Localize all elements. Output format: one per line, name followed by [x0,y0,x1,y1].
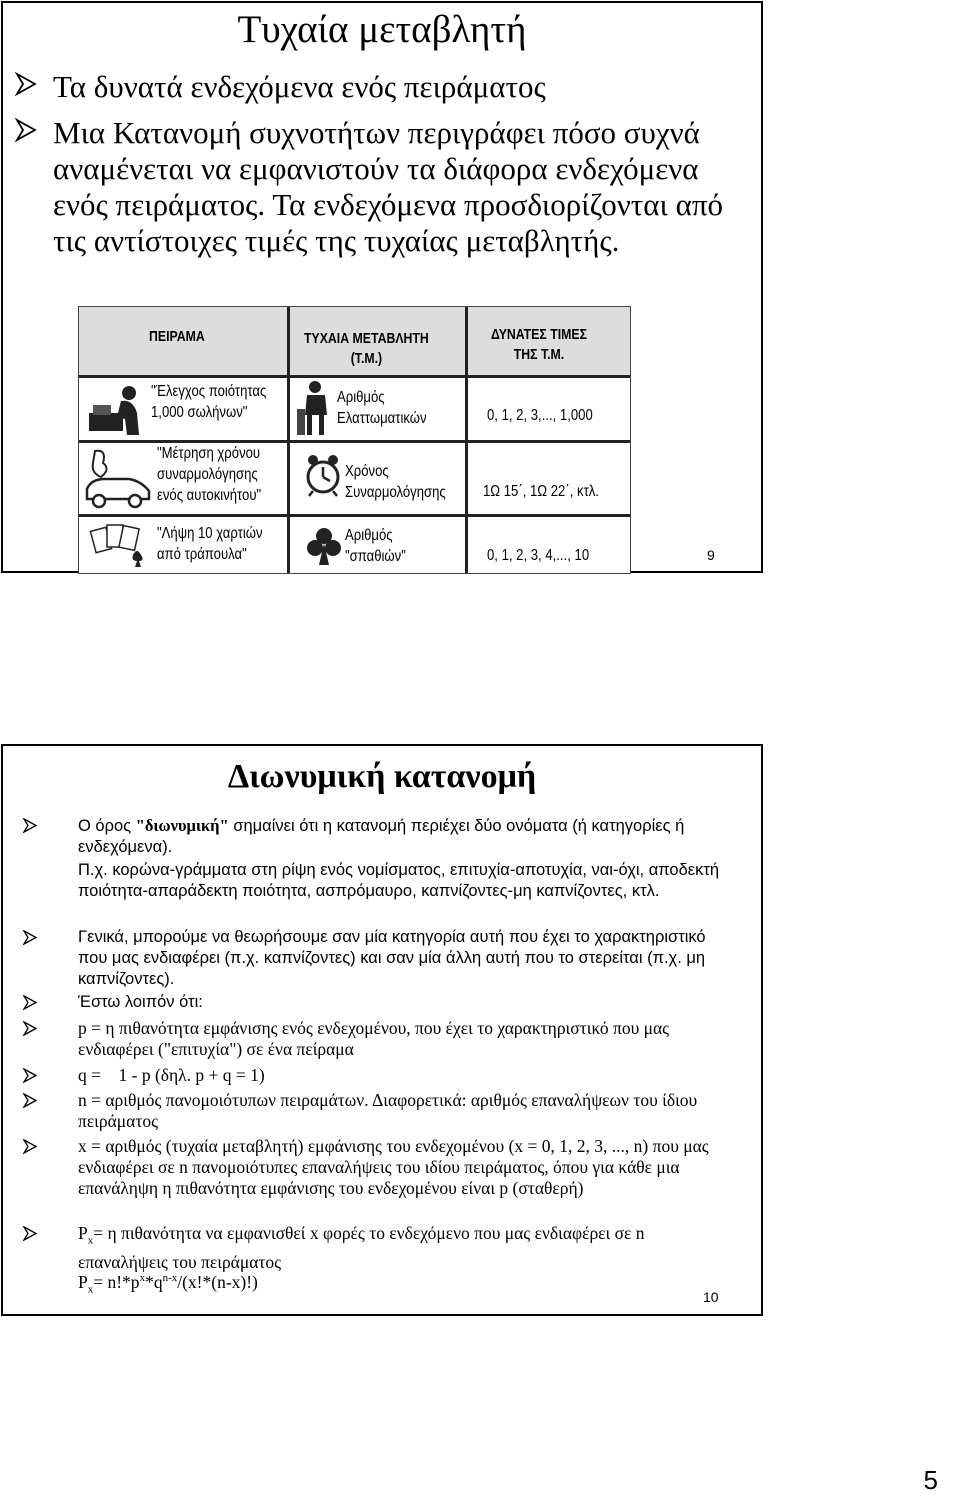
arrow-bullet-icon [23,1226,37,1241]
arrow-bullet-icon [23,1139,37,1154]
arrow-bullet-icon [23,1021,37,1036]
arrow-bullet-icon [23,818,37,833]
bullet-item: Γενικά, μπορούμε να θεωρήσουμε σαν μία κατηγορία αυτή που έχει το χαρακτηριστικό που μας ενδιαφέρει (π.χ. καπνίζοντες) και σαν μία άλλη αυτή που το στερείται (π.χ. μη καπνίζοντες). [78,927,728,990]
row3-values: 0, 1, 2, 3, 4,..., 10 [487,547,590,564]
random-variable-table [78,306,631,574]
slide-title: Τυχαία μεταβλητή [237,8,527,51]
row2-values: 1Ω 15΄, 1Ω 22΄, κτλ. [483,483,599,500]
row1-variable: Αριθμός Ελαττωματικών [337,389,427,427]
bullet-item: Ο όρος "διωνυμική" σημαίνει ότι η κατανομή περιέχει δύο ονόματα (ή κατηγορίες ή ενδεχόμενα). [78,815,728,858]
worker-illustration-icon [297,379,335,442]
slide-9 [1,1,763,573]
header-experiment: ΠΕΙΡΑΜΑ [149,328,205,345]
row2-experiment: "Μέτρηση χρόνου συναρμολόγησης ενός αυτοκινήτου" [157,445,262,504]
header-values: ΔΥΝΑΤΕΣ ΤΙΜΕΣ ΤΗΣ Τ.Μ. [491,326,587,363]
bullet-item: q = 1 - p (δηλ. p + q = 1) [78,1065,728,1086]
row-divider [79,375,631,378]
arrow-bullet-icon [23,1068,37,1083]
quality-control-illustration-icon [87,379,147,442]
bold-term: "διωνυμική" [135,816,229,835]
slide-10 [1,744,763,1316]
arrow-bullet-icon [15,118,37,142]
slide-title: Διωνυμική κατανομή [227,758,537,795]
bullet-item: Μια Κατανομή συχνοτήτων περιγράφει πόσο συχνά αναμένεται να εμφανιστούν τα διάφορα ενδεχόμενα ενός πειράματος. Τα ενδεχόμενα προσδιορίζονται από τις αντίστοιχες τιμές της τυχαίας μεταβλητής. [53,115,733,259]
club-suit-icon [307,527,341,572]
arrow-bullet-icon [15,72,37,96]
row1-experiment: "Έλεγχος ποιότητας 1,000 σωλήνων" [151,383,267,421]
row-divider [79,514,631,517]
page-number: 5 [923,1465,938,1495]
row2-variable: Χρόνος Συναρμολόγησης [345,463,446,501]
row3-experiment: "Λήψη 10 χαρτιών από τράπουλα" [157,525,263,563]
car-assembly-illustration-icon [81,447,153,514]
bullet-item: p = η πιθανότητα εμφάνισης ενός ενδεχομένου, που έχει το χαρακτηριστικό που μας ενδιαφέρει ("επιτυχία") σε ένα πείραμα [78,1018,728,1060]
row3-variable: Αριθμός "σπαθιών" [345,527,406,565]
slide-number: 10 [703,1289,719,1305]
bullet-continuation: Π.χ. κορώνα-γράμματα στη ρίψη ενός νομίσματος, επιτυχία-αποτυχία, ναι-όχι, αποδεκτή ποιότητα-απαράδεκτη ποιότητα, ασπρόμαυρο, καπνίζοντες-μη καπνίζοντες, κτλ. [78,861,720,900]
bullet-item: $P_x= \eta$ πιθανότητα να εμφανισθεί x φορές το ενδεχόμενο που μας ενδιαφέρει σε n επαναλήψεις του πειράματος [78,1223,728,1273]
arrow-bullet-icon [23,995,37,1010]
arrow-bullet-icon [23,930,37,945]
bullet-item: x = αριθμός (τυχαία μεταβλητή) εμφάνισης του ενδεχομένου (x = 0, 1, 2, 3, ..., n) που μας ενδιαφέρει σε n πανομοιότυπες επαναλήψεις του ιδίου πειράματος, όπου για κάθε μια επανάληψη η πιθανότητα εμφάνισης του ενδεχομένου είναι p (σταθερή) [78,1136,728,1199]
bullet-item: n = αριθμός πανομοιότυπων πειραμάτων. Διαφορετικά: αριθμός επαναλήψεων του ίδιου πειράματος [78,1090,728,1132]
binomial-formula: $P_x= n!*p^x*q^{n-x}/(x!*(n-x)!)$ [78,1271,258,1296]
playing-cards-illustration-icon [89,521,149,574]
header-variable: ΤΥΧΑΙΑ ΜΕΤΑΒΛΗΤΗ (Τ.Μ.) [304,330,429,367]
row1-values: 0, 1, 2, 3,..., 1,000 [487,407,593,424]
bullet-item: Τα δυνατά ενδεχόμενα ενός πειράματος [53,69,733,105]
clock-icon [305,453,341,502]
arrow-bullet-icon [23,1093,37,1108]
slide-number: 9 [707,547,715,563]
bullet-item: Έστω λοιπόν ότι: [78,992,728,1013]
